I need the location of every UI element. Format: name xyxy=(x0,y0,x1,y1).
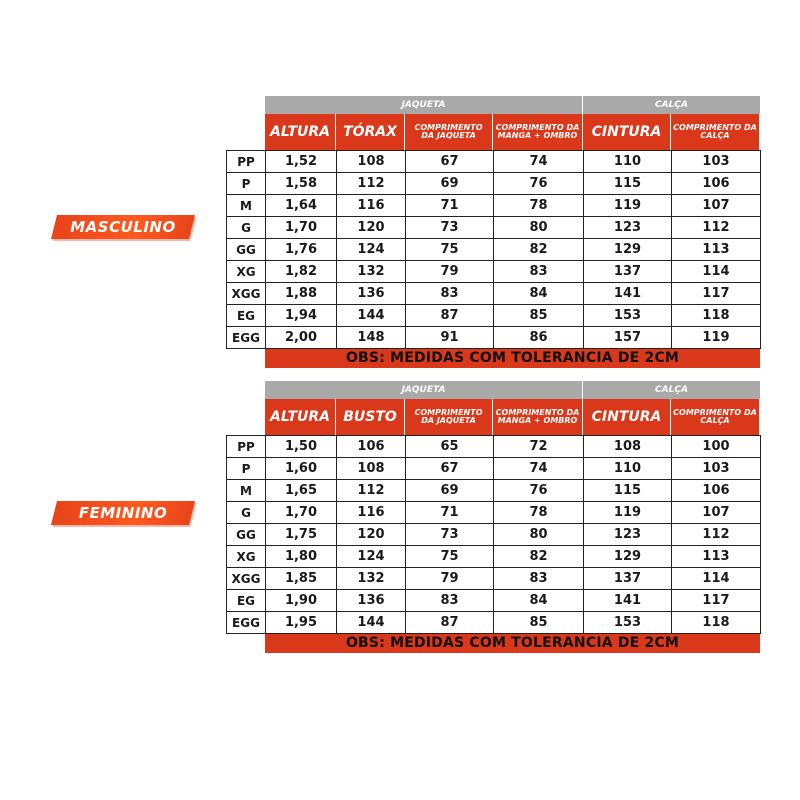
measurement-cell: 113 xyxy=(672,546,761,568)
measurement-cell: 1,85 xyxy=(266,568,337,590)
measurement-cell: 129 xyxy=(584,546,672,568)
column-header: TÓRAX xyxy=(336,114,405,150)
measurement-cell: 83 xyxy=(494,261,584,283)
measurement-cell: 115 xyxy=(584,480,672,502)
measurement-cell: 136 xyxy=(337,590,406,612)
measurement-cell: 82 xyxy=(494,546,584,568)
measurement-cell: 124 xyxy=(337,239,406,261)
measurement-cell: 119 xyxy=(672,327,761,349)
column-header: CINTURA xyxy=(583,114,671,150)
measurement-cell: 84 xyxy=(494,590,584,612)
table-row xyxy=(227,502,761,524)
size-table-masculino xyxy=(0,96,800,366)
measurement-cell: 110 xyxy=(584,458,672,480)
measurement-cell: 106 xyxy=(672,480,761,502)
size-table-feminino xyxy=(0,381,800,651)
group-header-pants: CALÇA xyxy=(583,96,760,114)
measurement-cell: 144 xyxy=(337,612,406,634)
measurement-cell: 71 xyxy=(406,195,494,217)
table-row xyxy=(227,327,761,349)
size-label: XGG xyxy=(227,568,266,590)
size-label: EGG xyxy=(227,612,266,634)
measurement-cell: 1,70 xyxy=(266,502,337,524)
measurement-cell: 106 xyxy=(337,436,406,458)
measurement-cell: 108 xyxy=(337,151,406,173)
size-label: EG xyxy=(227,590,266,612)
measurement-cell: 76 xyxy=(494,480,584,502)
column-header: COMPRIMENTO DA JAQUETA xyxy=(405,114,493,150)
measurement-cell: 1,88 xyxy=(266,283,337,305)
measurement-cell: 136 xyxy=(337,283,406,305)
measurement-cell: 85 xyxy=(494,305,584,327)
measurement-cell: 84 xyxy=(494,283,584,305)
measurement-cell: 1,82 xyxy=(266,261,337,283)
column-header: COMPRIMENTO DA CALÇA xyxy=(671,399,760,435)
measurement-cell: 67 xyxy=(406,458,494,480)
measurement-cell: 79 xyxy=(406,261,494,283)
measurement-cell: 1,95 xyxy=(266,612,337,634)
measurement-cell: 78 xyxy=(494,195,584,217)
measurement-cell: 74 xyxy=(494,151,584,173)
measurement-cell: 119 xyxy=(584,195,672,217)
measurement-cell: 86 xyxy=(494,327,584,349)
measurement-cell: 132 xyxy=(337,261,406,283)
column-header: CINTURA xyxy=(583,399,671,435)
size-label: EG xyxy=(227,305,266,327)
group-header-pants: CALÇA xyxy=(583,381,760,399)
measurement-cell: 141 xyxy=(584,590,672,612)
measurement-cell: 124 xyxy=(337,546,406,568)
gender-label: MASCULINO xyxy=(70,218,176,236)
table-row xyxy=(227,217,761,239)
measurement-cell: 112 xyxy=(672,217,761,239)
measurement-cell: 75 xyxy=(406,239,494,261)
size-label: EGG xyxy=(227,327,266,349)
measurement-cell: 153 xyxy=(584,612,672,634)
measurement-cell: 108 xyxy=(337,458,406,480)
size-label: XG xyxy=(227,261,266,283)
measurement-cell: 118 xyxy=(672,305,761,327)
measurement-cell: 106 xyxy=(672,173,761,195)
measurement-cell: 1,64 xyxy=(266,195,337,217)
measurement-cell: 137 xyxy=(584,568,672,590)
measurement-cell: 91 xyxy=(406,327,494,349)
measurement-cell: 1,65 xyxy=(266,480,337,502)
measurement-cell: 75 xyxy=(406,546,494,568)
size-label: G xyxy=(227,217,266,239)
table-row xyxy=(227,305,761,327)
column-header: ALTURA xyxy=(265,399,336,435)
measurement-cell: 141 xyxy=(584,283,672,305)
table-row xyxy=(227,173,761,195)
measurement-cell: 117 xyxy=(672,590,761,612)
measurement-cell: 129 xyxy=(584,239,672,261)
measurement-cell: 72 xyxy=(494,436,584,458)
table-row xyxy=(227,546,761,568)
measurement-cell: 67 xyxy=(406,151,494,173)
measurement-cell: 115 xyxy=(584,173,672,195)
measurement-cell: 73 xyxy=(406,217,494,239)
table-row xyxy=(227,524,761,546)
measurement-cell: 1,76 xyxy=(266,239,337,261)
measurement-cell: 137 xyxy=(584,261,672,283)
column-header: ALTURA xyxy=(265,114,336,150)
column-header: COMPRIMENTO DA MANGA + OMBRO xyxy=(493,399,583,435)
size-label: GG xyxy=(227,239,266,261)
measurement-cell: 157 xyxy=(584,327,672,349)
measurement-cell: 110 xyxy=(584,151,672,173)
measurement-cell: 87 xyxy=(406,612,494,634)
measurement-cell: 69 xyxy=(406,173,494,195)
measurement-cell: 1,60 xyxy=(266,458,337,480)
gender-tag xyxy=(51,501,195,525)
measurement-cell: 119 xyxy=(584,502,672,524)
measurement-cell: 108 xyxy=(584,436,672,458)
measurement-cell: 2,00 xyxy=(266,327,337,349)
measurement-cell: 113 xyxy=(672,239,761,261)
size-label: M xyxy=(227,480,266,502)
measurement-cell: 120 xyxy=(337,217,406,239)
measurement-cell: 118 xyxy=(672,612,761,634)
measurement-cell: 1,52 xyxy=(266,151,337,173)
measurement-cell: 144 xyxy=(337,305,406,327)
measurement-cell: 65 xyxy=(406,436,494,458)
measurement-cell: 76 xyxy=(494,173,584,195)
measurement-cell: 117 xyxy=(672,283,761,305)
measurement-cell: 83 xyxy=(406,283,494,305)
column-header: COMPRIMENTO DA JAQUETA xyxy=(405,399,493,435)
measurement-cell: 120 xyxy=(337,524,406,546)
measurement-cell: 1,70 xyxy=(266,217,337,239)
size-label: P xyxy=(227,173,266,195)
table-row xyxy=(227,480,761,502)
measurement-cell: 103 xyxy=(672,458,761,480)
table-row xyxy=(227,436,761,458)
measurement-cell: 114 xyxy=(672,568,761,590)
measurement-cell: 123 xyxy=(584,217,672,239)
measurement-cell: 153 xyxy=(584,305,672,327)
column-header: COMPRIMENTO DA CALÇA xyxy=(671,114,760,150)
measurement-cell: 87 xyxy=(406,305,494,327)
measurement-cell: 1,80 xyxy=(266,546,337,568)
tolerance-note: OBS: MEDIDAS COM TOLERANCIA DE 2CM xyxy=(265,634,760,653)
measurements-grid xyxy=(226,150,761,349)
size-label: XGG xyxy=(227,283,266,305)
measurement-cell: 103 xyxy=(672,151,761,173)
measurement-cell: 123 xyxy=(584,524,672,546)
table-row xyxy=(227,590,761,612)
measurement-cell: 132 xyxy=(337,568,406,590)
measurements-grid xyxy=(226,435,761,634)
measurement-cell: 1,90 xyxy=(266,590,337,612)
table-row xyxy=(227,261,761,283)
measurement-cell: 78 xyxy=(494,502,584,524)
table-row xyxy=(227,283,761,305)
measurement-cell: 73 xyxy=(406,524,494,546)
measurement-cell: 83 xyxy=(494,568,584,590)
measurement-cell: 85 xyxy=(494,612,584,634)
table-row xyxy=(227,458,761,480)
gender-label: FEMININO xyxy=(78,504,168,522)
measurement-cell: 107 xyxy=(672,195,761,217)
measurement-cell: 148 xyxy=(337,327,406,349)
column-header: BUSTO xyxy=(336,399,405,435)
table-row xyxy=(227,612,761,634)
measurement-cell: 80 xyxy=(494,217,584,239)
measurement-cell: 74 xyxy=(494,458,584,480)
table-row xyxy=(227,568,761,590)
measurement-cell: 80 xyxy=(494,524,584,546)
measurement-cell: 114 xyxy=(672,261,761,283)
measurement-cell: 71 xyxy=(406,502,494,524)
measurement-cell: 116 xyxy=(337,502,406,524)
measurement-cell: 1,50 xyxy=(266,436,337,458)
measurement-cell: 100 xyxy=(672,436,761,458)
measurement-cell: 112 xyxy=(672,524,761,546)
measurement-cell: 83 xyxy=(406,590,494,612)
measurement-cell: 112 xyxy=(337,173,406,195)
table-row xyxy=(227,195,761,217)
size-label: PP xyxy=(227,436,266,458)
size-label: M xyxy=(227,195,266,217)
size-label: XG xyxy=(227,546,266,568)
measurement-cell: 79 xyxy=(406,568,494,590)
gender-tag xyxy=(51,215,195,239)
size-label: GG xyxy=(227,524,266,546)
size-label: G xyxy=(227,502,266,524)
group-header-jacket: JAQUETA xyxy=(265,96,582,114)
measurement-cell: 107 xyxy=(672,502,761,524)
measurement-cell: 116 xyxy=(337,195,406,217)
table-row xyxy=(227,151,761,173)
table-row xyxy=(227,239,761,261)
tolerance-note: OBS: MEDIDAS COM TOLERANCIA DE 2CM xyxy=(265,349,760,368)
measurement-cell: 1,75 xyxy=(266,524,337,546)
measurement-cell: 69 xyxy=(406,480,494,502)
size-label: P xyxy=(227,458,266,480)
measurement-cell: 82 xyxy=(494,239,584,261)
measurement-cell: 1,58 xyxy=(266,173,337,195)
measurement-cell: 1,94 xyxy=(266,305,337,327)
group-header-jacket: JAQUETA xyxy=(265,381,582,399)
size-label: PP xyxy=(227,151,266,173)
column-header: COMPRIMENTO DA MANGA + OMBRO xyxy=(493,114,583,150)
measurement-cell: 112 xyxy=(337,480,406,502)
